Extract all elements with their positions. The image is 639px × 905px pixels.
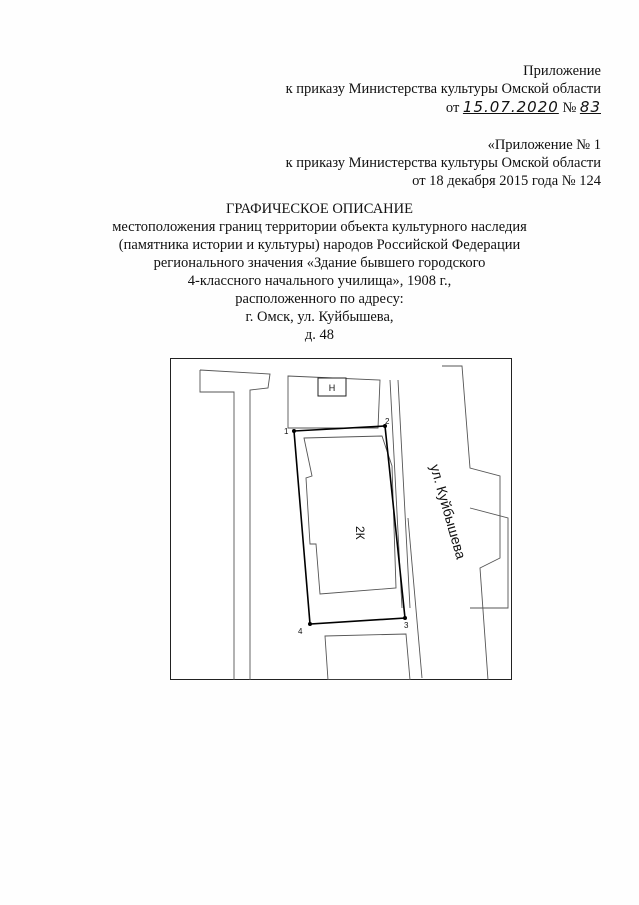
title-line: (памятника истории и культуры) народов Российской Федерации	[118, 237, 521, 253]
document-heading: ГРАФИЧЕСКОЕ ОПИСАНИЕ	[226, 201, 413, 217]
title-line: г. Омск, ул. Куйбышева,	[245, 309, 394, 325]
title-line: местоположения границ территории объекта культурного наследия	[112, 219, 527, 235]
boundary-map	[170, 358, 512, 680]
handwritten-date: 15.07.2020	[462, 98, 559, 116]
title-line: расположенного по адресу:	[235, 291, 404, 307]
map-frame	[171, 359, 512, 680]
small-building-label: Н	[328, 383, 336, 393]
boundary-point	[308, 622, 312, 626]
boundary-point	[403, 616, 407, 620]
prev-order-date: от 18 декабря 2015 года № 124	[412, 173, 601, 189]
point-label: 4	[298, 627, 303, 636]
title-line: д. 48	[304, 327, 335, 343]
prev-order-reference: к приказу Министерства культуры Омской области	[285, 155, 601, 171]
date-prefix: от	[445, 100, 460, 116]
number-sign: №	[562, 100, 577, 116]
boundary-point	[292, 429, 296, 433]
point-label: 2	[385, 417, 390, 426]
order-date-line	[446, 98, 601, 117]
prev-appendix-label: «Приложение № 1	[487, 137, 601, 153]
handwritten-number: 83	[579, 98, 601, 116]
point-label: 1	[284, 427, 289, 436]
street-label: ул. Куйбышева	[427, 462, 470, 561]
title-line: 4-классного начального училища», 1908 г.,	[187, 273, 452, 289]
order-reference: к приказу Министерства культуры Омской области	[285, 81, 601, 97]
point-label: 3	[404, 621, 409, 630]
appendix-label: Приложение	[523, 63, 601, 79]
building-label: 2К	[353, 526, 367, 540]
title-line: регионального значения «Здание бывшего городского	[153, 255, 486, 271]
